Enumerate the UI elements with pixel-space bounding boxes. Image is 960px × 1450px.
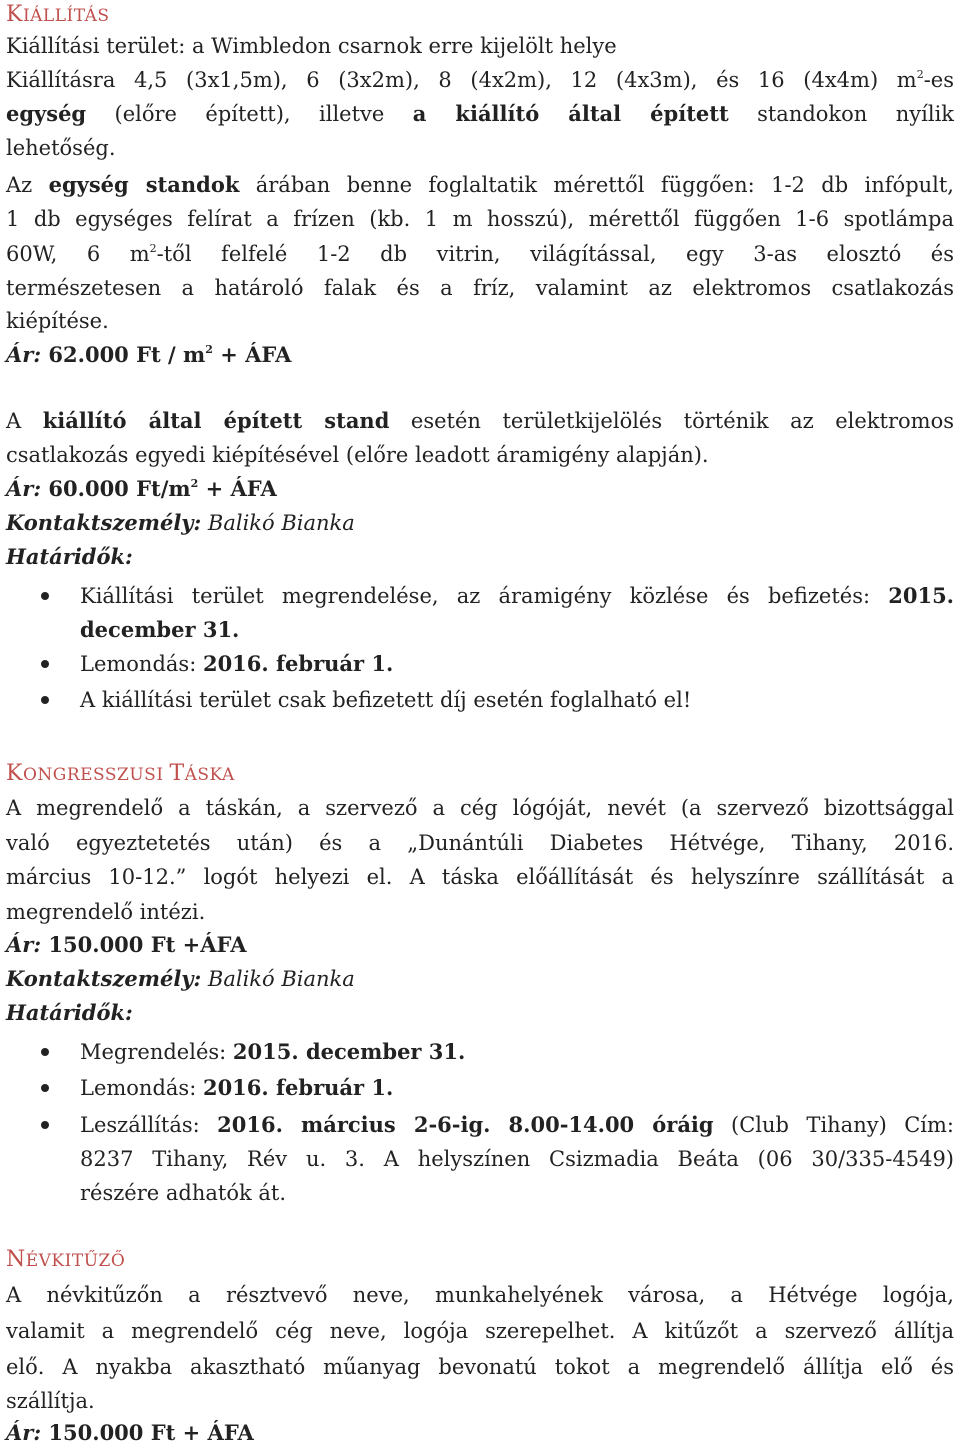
contact-person: Kontaktszemély: Balikó Bianka — [6, 966, 355, 991]
bag-description: való egyeztetetés után) és a „Dunántúli Diabetes Hétvége, Tihany, 2016. — [6, 831, 954, 855]
deadlines-label: Határidők: — [6, 1000, 133, 1025]
stand-includes-text: kiépítése. — [6, 309, 109, 333]
deadline-item: Megrendelés: 2015. december 31. — [80, 1039, 466, 1064]
exhibition-sizes-text: Kiállításra 4,5 (3x1,5m), 6 (3x2m), 8 (4x2m), 12 (4x3m), és 16 (4x4m) $m^2-es$ — [6, 68, 954, 92]
exhibition-stand-types-text: egység (előre épített), illetve a kiállító által épített standokon nyílik — [6, 101, 955, 126]
stand-includes-text: természetesen a határoló falak és a fríz, valamint az elektromos csatlakozás — [6, 276, 954, 300]
bullet-icon — [41, 660, 49, 668]
section-heading-kiallitas: KIÁLLÍTÁS — [6, 2, 110, 27]
deadline-item: december 31. — [80, 617, 240, 642]
self-built-stand-text: A kiállító által épített stand esetén területkijelölés történik az elektromos — [6, 408, 954, 433]
section-heading-taska: KONGRESSZUSI TÁSKA — [6, 761, 235, 786]
section-heading-nevkituzo: NÉVKITŰZŐ — [6, 1247, 126, 1272]
bullet-icon — [41, 696, 49, 704]
contact-person: Kontaktszemély: Balikó Bianka — [6, 510, 355, 535]
bullet-icon — [41, 1121, 49, 1129]
badge-description: A névkitűzőn a résztvevő neve, munkahelyének városa, a Hétvége logója, — [6, 1283, 954, 1307]
badge-description: szállítja. — [6, 1389, 95, 1413]
bag-description: megrendelő intézi. — [6, 900, 206, 924]
bag-description: A megrendelő a táskán, a szervező a cég lógóját, nevét (a szervező bizottsággal — [6, 796, 954, 820]
badge-description: elő. A nyakba akasztható műanyag bevonatú tokot a megrendelő állítja elő és — [6, 1355, 954, 1379]
deadline-item: részére adhatók át. — [80, 1181, 287, 1205]
stand-includes-text: Az egység standok árában benne foglaltatik mérettől függően: 1-2 db infópult, — [6, 172, 954, 197]
stand-includes-text: 60W, 6 $m^2$-től felfelé 1-2 db vitrin, világítással, egy 3-as elosztó és — [6, 242, 954, 266]
deadline-item: Leszállítás: 2016. március 2-6-ig. 8.00-14.00 óráig (Club Tihany) Cím: — [80, 1112, 955, 1137]
deadline-item: Lemondás: 2016. február 1. — [80, 651, 394, 676]
price-stand: Ár: 62.000 Ft / $m^2$ + ÁFA — [6, 342, 292, 367]
bag-description: március 10-12.” logót helyezi el. A táska előállítását és helyszínre szállítását a — [6, 865, 954, 889]
price-self-built: Ár: 60.000 $Ft/m^2$ + ÁFA — [6, 476, 277, 501]
deadline-item: 8237 Tihany, Rév u. 3. A helyszínen Csizmadia Beáta (06 30/335-4549) — [80, 1147, 954, 1171]
bullet-icon — [41, 1084, 49, 1092]
bullet-icon — [41, 1048, 49, 1056]
deadline-item: Lemondás: 2016. február 1. — [80, 1075, 394, 1100]
stand-includes-text: 1 db egységes felírat a frízen (kb. 1 m hosszú), mérettől függően 1-6 spotlámpa — [6, 207, 954, 231]
price-bag: Ár: 150.000 Ft +ÁFA — [6, 932, 247, 957]
self-built-stand-text: csatlakozás egyedi kiépítésével (előre leadott áramigény alapján). — [6, 443, 709, 467]
exhibition-text-line: lehetőség. — [6, 136, 116, 160]
price-badge: Ár: 150.000 Ft + ÁFA — [6, 1420, 254, 1445]
deadlines-label: Határidők: — [6, 544, 133, 569]
exhibition-area-text: Kiállítási terület: a Wimbledon csarnok erre kijelölt helye — [6, 34, 617, 58]
deadline-item: Kiállítási terület megrendelése, az áramigény közlése és befizetés: 2015. — [80, 583, 954, 608]
badge-description: valamit a megrendelő cég neve, logója szerepelhet. A kitűzőt a szervező állítja — [6, 1319, 954, 1343]
bullet-icon — [41, 592, 49, 600]
deadline-item: A kiállítási terület csak befizetett díj esetén foglalható el! — [80, 688, 692, 712]
